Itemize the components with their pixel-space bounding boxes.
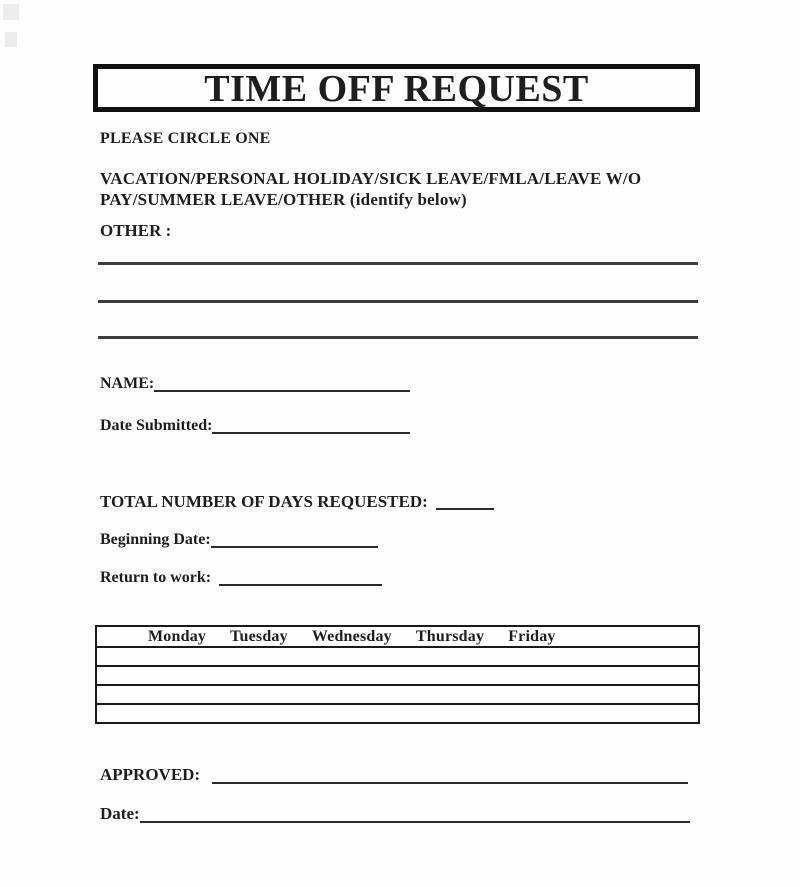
name-field-row: [100, 374, 410, 394]
other-label: OTHER :: [100, 221, 172, 240]
total-days-label: TOTAL NUMBER OF DAYS REQUESTED:: [100, 492, 428, 511]
day-header-tuesday: Tuesday: [230, 627, 288, 645]
beginning-date-writein-line[interactable]: [211, 532, 378, 548]
leave-type-options: [100, 168, 680, 210]
table-row[interactable]: [97, 686, 698, 705]
name-label: NAME:: [100, 375, 155, 392]
scan-artifact: [5, 32, 17, 47]
other-writein-line-2[interactable]: [98, 300, 698, 303]
table-row[interactable]: [97, 648, 698, 667]
day-header-friday: Friday: [508, 627, 556, 645]
approval-date-label: Date:: [100, 804, 140, 823]
circle-one-instruction: PLEASE CIRCLE ONE: [100, 130, 271, 147]
beginning-date-field-row: [100, 530, 378, 550]
leave-type-options-line2[interactable]: PAY/SUMMER LEAVE/OTHER (identify below): [100, 190, 467, 209]
table-row[interactable]: [97, 667, 698, 686]
form-title-box: [93, 64, 700, 112]
date-submitted-field-row: [100, 416, 410, 436]
table-row[interactable]: [97, 705, 698, 722]
date-submitted-writein-line[interactable]: [212, 418, 410, 434]
approved-label: APPROVED:: [100, 765, 201, 784]
return-to-work-writein-line[interactable]: [219, 570, 382, 586]
day-header-wednesday: Wednesday: [311, 627, 392, 645]
day-header-thursday: Thursday: [415, 627, 485, 645]
approved-writein-line[interactable]: [212, 768, 688, 784]
other-writein-line-1[interactable]: [98, 262, 698, 265]
name-writein-line[interactable]: [154, 376, 410, 392]
total-days-field-row: [100, 492, 494, 512]
page-title: TIME OFF REQUEST: [204, 68, 589, 110]
return-to-work-label: Return to work:: [100, 569, 212, 586]
return-to-work-field-row: [100, 568, 382, 588]
total-days-writein-line[interactable]: [436, 494, 494, 510]
leave-type-options-line1[interactable]: VACATION/PERSONAL HOLIDAY/SICK LEAVE/FMLA/LEAVE W/O: [100, 169, 642, 188]
week-table-header: [97, 627, 698, 648]
approval-date-field-row: [100, 803, 690, 825]
scan-artifact: [3, 4, 19, 20]
beginning-date-label: Beginning Date:: [100, 531, 211, 548]
approved-field-row: [100, 764, 688, 786]
other-writein-line-3[interactable]: [98, 336, 698, 339]
week-table: [95, 625, 700, 724]
day-header-monday: Monday: [148, 627, 207, 645]
approval-date-writein-line[interactable]: [140, 807, 690, 823]
date-submitted-label: Date Submitted:: [100, 417, 213, 434]
